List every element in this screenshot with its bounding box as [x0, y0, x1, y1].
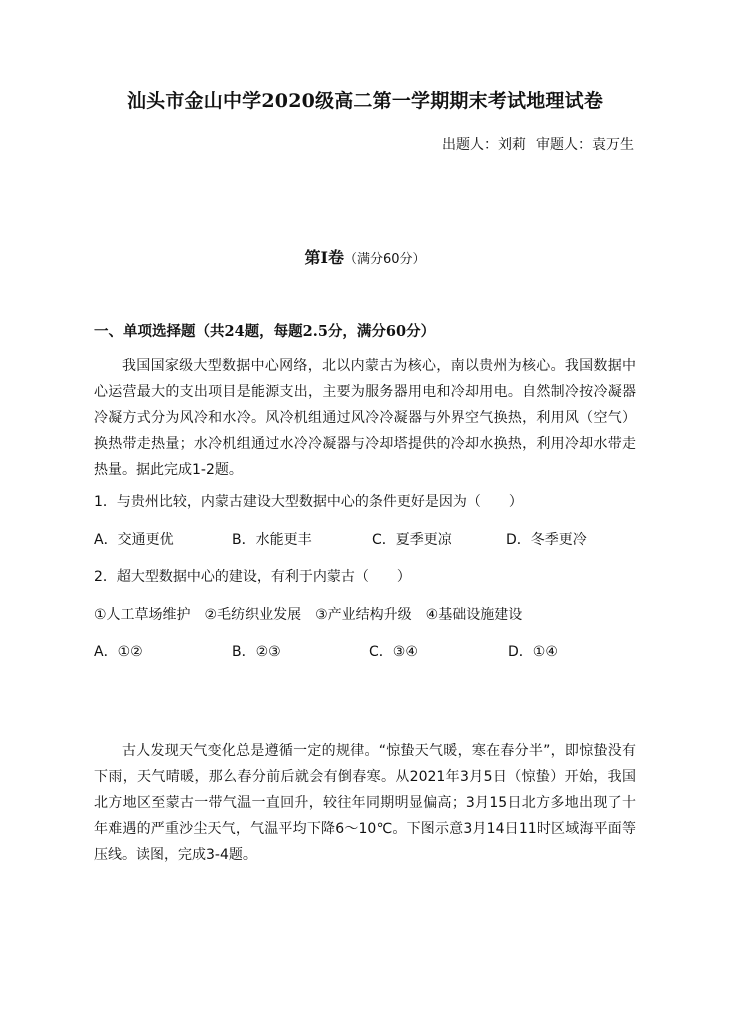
q2-option-a: A．①② [94, 644, 143, 660]
q2-option-b: B．②③ [232, 644, 281, 660]
section-note: （满分60分） [343, 252, 426, 267]
q2-option-d: D．①④ [508, 644, 558, 660]
q1-option-c: C．夏季更凉 [372, 532, 452, 548]
q1-option-b: B．水能更丰 [232, 532, 312, 548]
exam-title: 汕头市金山中学2020级高二第一学期期末考试地理试卷 [126, 90, 604, 112]
reviewer-name: 审题人：袁万生 [536, 137, 634, 153]
q2-option-c: C．③④ [369, 644, 418, 660]
part-heading: 一、单项选择题（共24题，每题2.5分，满分60分） [94, 323, 436, 340]
question-2-stem: 2．超大型数据中心的建设，有利于内蒙古（ ） [94, 569, 411, 585]
question-2-items: ①人工草场维护 ②毛纺织业发展 ③产业结构升级 ④基础设施建设 [94, 607, 523, 623]
setter-name: 出题人：刘莉 [442, 137, 526, 153]
section-heading [0, 245, 730, 268]
section-label: 第Ⅰ卷 [304, 248, 344, 267]
passage-2: 古人发现天气变化总是遵循一定的规律。“惊蛰天气暖，寒在春分半”，即惊蛰没有下雨，天气晴暖，那么春分前后就会有倒春寒。从2021年3月5日（惊蛰）开始，我国北方地区至蒙古一带气温一直回升，较往年同期明显偏高；3月15日北方多地出现了十年难遇的严重沙尘天气，气温平均下降6～10℃。下图示意3月14日11时区域海平面等压线。读图，完成3-4题。 [94, 743, 636, 863]
q1-option-a: A．交通更优 [94, 532, 174, 548]
passage-1: 我国国家级大型数据中心网络，北以内蒙古为核心，南以贵州为核心。我国数据中心运营最大的支出项目是能源支出，主要为服务器用电和冷却用电。自然制冷按冷凝器冷凝方式分为风冷和水冷。风冷机组通过风冷冷凝器与外界空气换热，利用风（空气）换热带走热量；水冷机组通过水冷冷凝器与冷却塔提供的冷却水换热，利用冷却水带走热量。据此完成1-2题。 [94, 358, 636, 478]
question-1-stem: 1．与贵州比较，内蒙古建设大型数据中心的条件更好是因为（ ） [94, 494, 523, 510]
q1-option-d: D．冬季更冷 [506, 532, 587, 548]
author-line [442, 134, 634, 154]
